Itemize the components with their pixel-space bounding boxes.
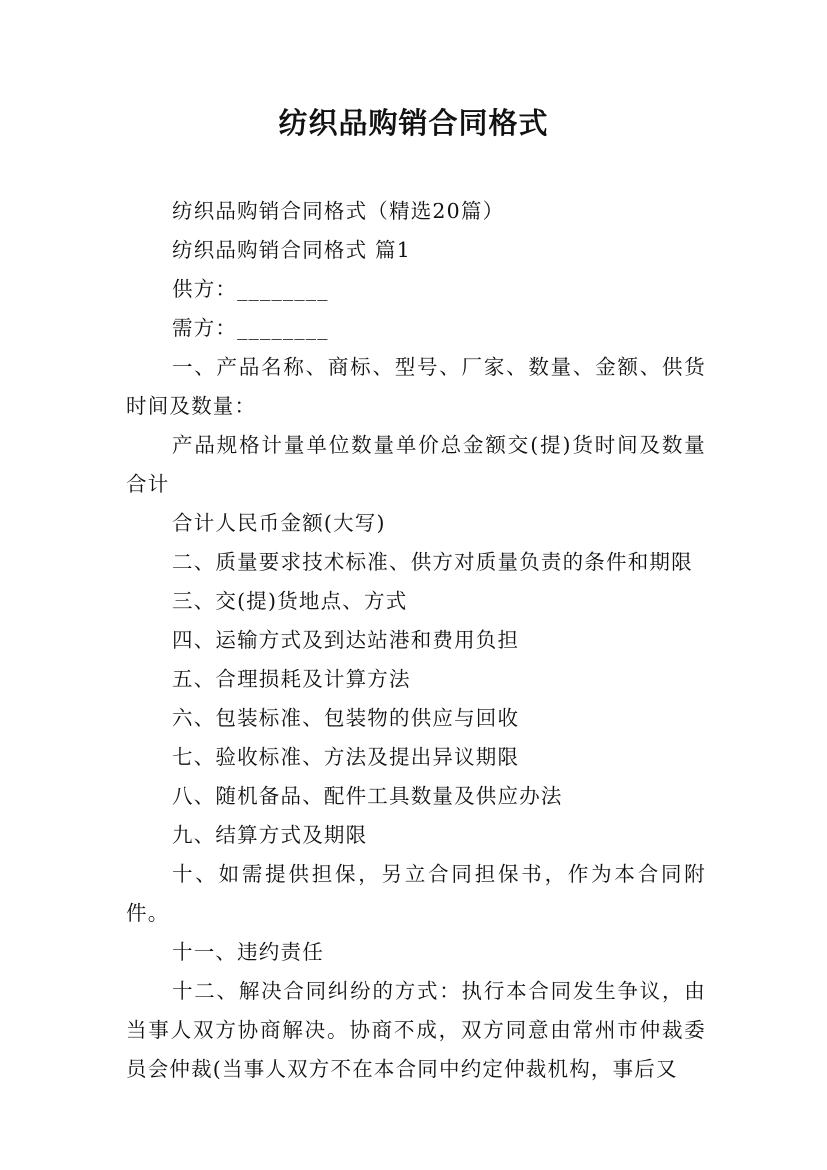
paragraph-clause-4: 四、运输方式及到达站港和费用负担 [172,628,520,652]
paragraph-clause-3: 三、交(提)货地点、方式 [172,589,408,613]
document-title: 纺织品购销合同格式 [278,106,549,140]
document-body [126,192,706,1089]
paragraph-product-columns: 产品规格计量单位数量单价总金额交(提)货时间及数量合计 [126,433,706,496]
paragraph-clause-2: 二、质量要求技术标准、供方对质量负责的条件和期限 [172,550,693,574]
paragraph-clause-1: 一、产品名称、商标、型号、厂家、数量、金额、供货时间及数量： [126,355,706,418]
paragraph-supplier: 供方：________ [172,277,329,301]
paragraph-total-amount: 合计人民币金额(大写) [172,511,386,535]
paragraph-clause-12: 十二、解决合同纠纷的方式：执行本合同发生争议，由当事人双方协商解决。协商不成，双方同意由常州市仲裁委员会仲裁(当事人双方不在本合同中约定仲裁机构，事后又 [126,979,706,1081]
paragraph-section-heading: 纺织品购销合同格式 篇1 [172,238,411,262]
paragraph-clause-9: 九、结算方式及期限 [172,823,368,847]
paragraph-subtitle: 纺织品购销合同格式（精选20篇） [172,199,505,223]
paragraph-clause-8: 八、随机备品、配件工具数量及供应办法 [172,784,563,808]
paragraph-clause-11: 十一、违约责任 [172,940,324,964]
paragraph-buyer: 需方：________ [172,316,329,340]
paragraph-clause-5: 五、合理损耗及计算方法 [172,667,411,691]
paragraph-clause-7: 七、验收标准、方法及提出异议期限 [172,745,520,769]
paragraph-clause-6: 六、包装标准、包装物的供应与回收 [172,706,520,730]
paragraph-clause-10: 十、如需提供担保，另立合同担保书，作为本合同附件。 [126,862,706,925]
